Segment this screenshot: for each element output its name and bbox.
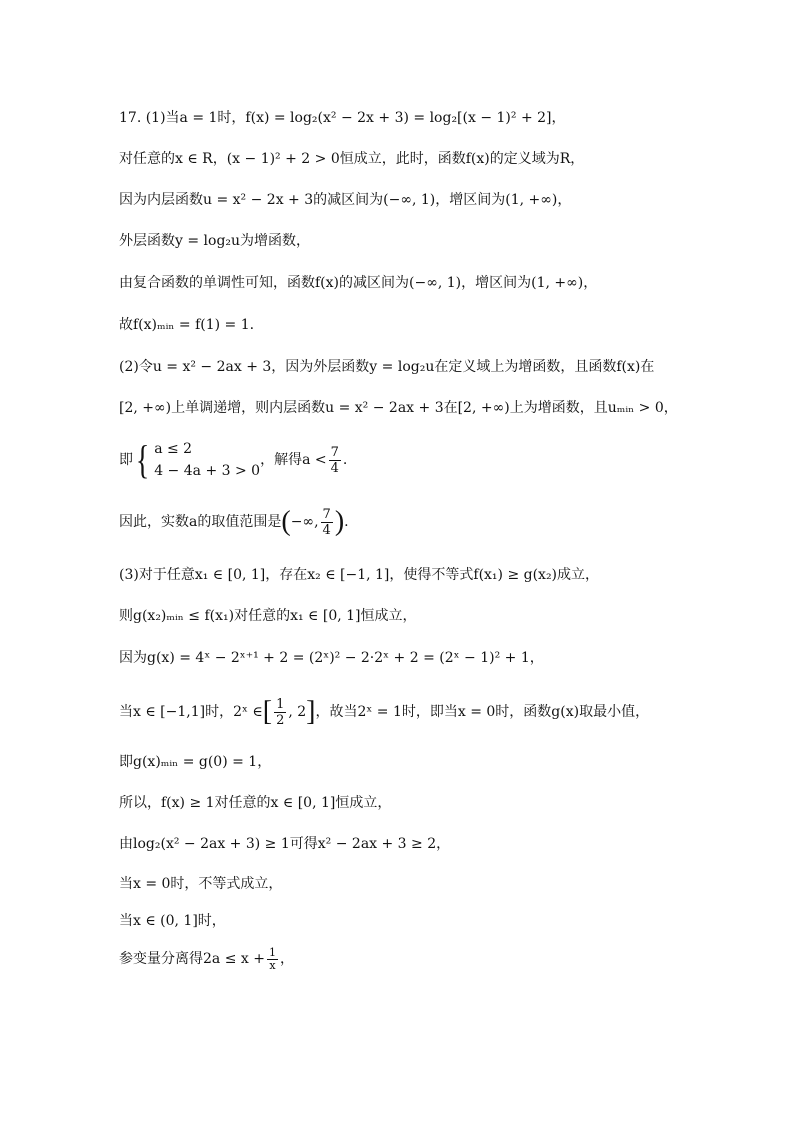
solution-line-11: 因为g(x) = 4ˣ − 2ˣ⁺¹ + 2 = (2ˣ)² − 2·2ˣ + 2 = (2ˣ − 1)² + 1， [119,650,544,666]
case-line [119,690,649,734]
fraction-numerator: 7 [322,506,331,522]
solution-line-5: 由复合函数的单调性可知，函数f(x)的减区间为(−∞, 1)，增区间为(1, +∞)， [119,275,598,291]
range-line [119,500,349,544]
case-fraction [274,697,286,728]
case-suffix: ，故当2ˣ = 1时，即当x = 0时，函数g(x)取最小值， [315,704,650,720]
system-row-2: 4 − 4a + 3 > 0 [154,463,261,479]
fraction-denominator: x [269,958,276,972]
fraction-numerator: 1 [268,945,276,959]
separation-fraction [267,947,278,972]
system-suffix: ，解得a < [260,452,327,468]
range-prefix: 因此，实数a的取值范围是 [119,514,282,530]
solution-line-10: 则g(x₂)ₘᵢₙ ≤ f(x₁)对任意的x₁ ∈ [0, 1]恒成立， [119,608,417,624]
solution-line-1: 17. (1)当a = 1时，f(x) = log₂(x² − 2x + 3) = log₂[(x − 1)² + 2]， [119,110,566,126]
solution-line-14: 由log₂(x² − 2ax + 3) ≥ 1可得x² − 2ax + 3 ≥ 2， [119,836,451,852]
case-close-bracket: ] [306,696,316,727]
inequality-system [154,438,260,482]
solution-line-9: (3)对于任意x₁ ∈ [0, 1]，存在x₂ ∈ [−1, 1]，使得不等式f(x₁) ≥ g(x₂)成立， [119,567,600,583]
system-row-1: a ≤ 2 [154,441,193,457]
solution-line-2: 对任意的x ∈ R，(x − 1)² + 2 > 0恒成立，此时，函数f(x)的定义域为R， [119,151,585,167]
fraction-denominator: 4 [322,522,331,538]
solution-line-6: 故f(x)ₘᵢₙ = f(1) = 1. [119,317,255,333]
separation-prefix: 参变量分离得2a ≤ x + [119,951,265,967]
case-prefix: 当x ∈ [−1,1]时，2ˣ ∈ [119,704,263,720]
solution-line-13: 所以，f(x) ≥ 1对任意的x ∈ [0, 1]恒成立， [119,795,392,811]
system-end: . [342,452,348,468]
left-brace-icon: { [135,437,150,482]
solution-line-8: [2, +∞)上单调递增，则内层函数u = x² − 2ax + 3在[2, +∞)上为增函数，且uₘᵢₙ > 0， [119,400,678,416]
separation-line [119,940,294,978]
separation-end: ， [279,951,294,967]
inequality-system-line [119,438,347,482]
range-end: . [344,514,349,530]
range-close-paren: ) [334,506,345,537]
fraction-denominator: 2 [276,712,285,728]
solution-line-16: 当x ∈ (0, 1]时， [119,913,226,929]
fraction-numerator: 7 [330,444,339,460]
case-inner: , 2 [288,704,307,720]
range-inner: −∞, [290,514,319,530]
solution-line-12: 即g(x)ₘᵢₙ = g(0) = 1， [119,754,272,770]
fraction-denominator: 4 [330,460,339,476]
range-open-paren: ( [281,506,291,537]
system-prefix: 即 [119,452,133,468]
solution-line-4: 外层函数y = log₂u为增函数， [119,233,311,249]
solution-line-15: 当x = 0时，不等式成立， [119,876,283,892]
range-fraction [321,507,333,538]
case-open-bracket: [ [262,696,273,727]
solution-line-7: (2)令u = x² − 2ax + 3，因为外层函数y = log₂u在定义域上为增函数，且函数f(x)在 [119,359,655,375]
fraction-numerator: 1 [276,696,285,712]
fraction-seven-fourths [329,445,341,476]
solution-line-3: 因为内层函数u = x² − 2x + 3的减区间为(−∞, 1)，增区间为(1, +∞)， [119,192,572,208]
